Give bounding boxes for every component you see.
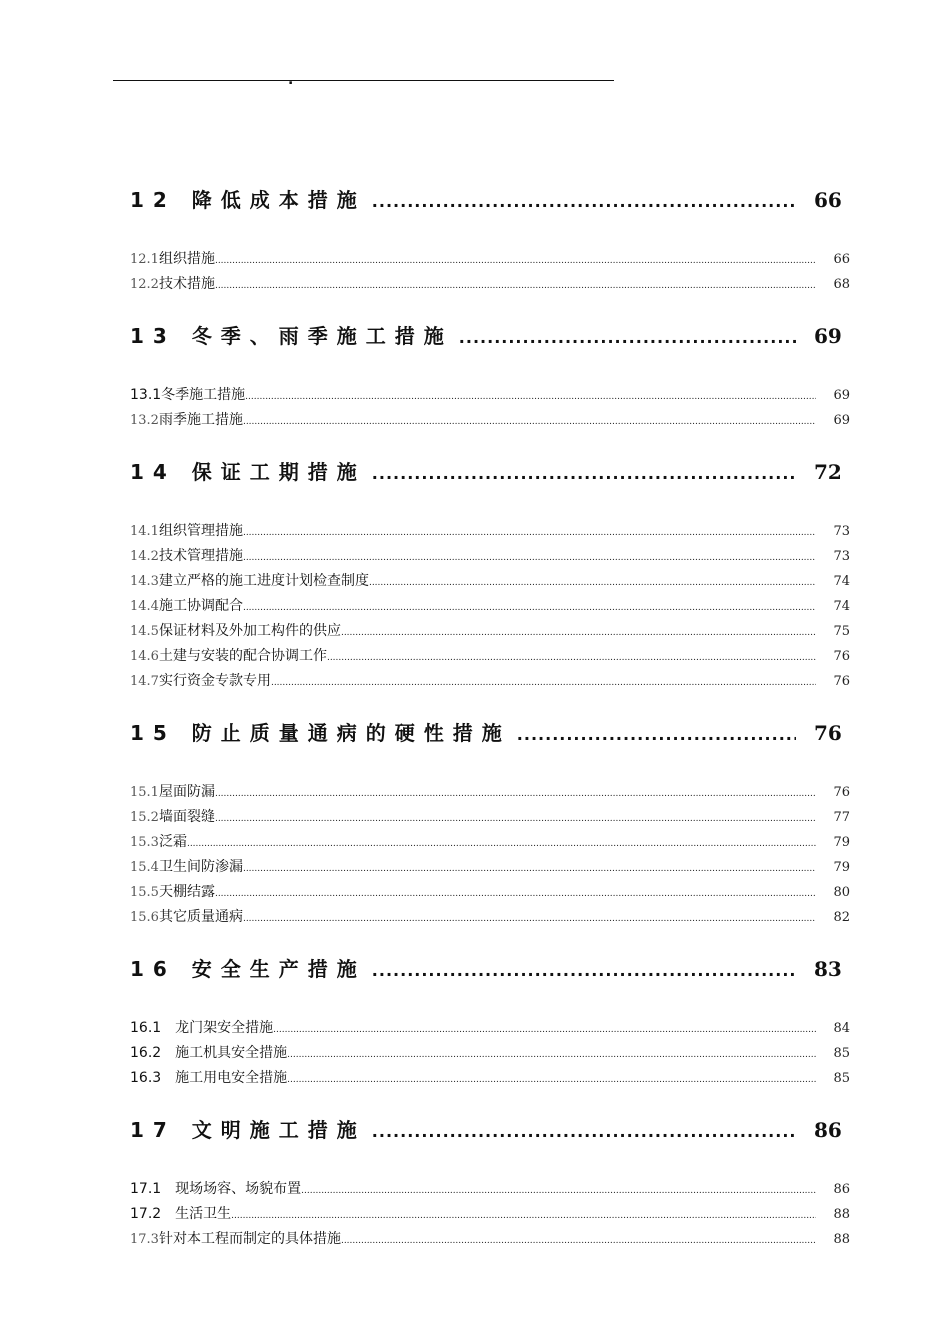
subsection-page-number: 79 (833, 835, 850, 850)
subsection-label (130, 1178, 301, 1198)
toc-subsection-entry[interactable] (130, 1228, 850, 1253)
subsection-label (130, 1067, 287, 1087)
subsection-number: 13.2 (130, 413, 159, 428)
subsection-label (130, 856, 243, 876)
chapter-title: 12 降低成本措施 (130, 188, 366, 212)
toc-chapter-entry[interactable] (130, 717, 850, 753)
subsection-number: 12.2 (130, 277, 159, 292)
subsection-label (130, 384, 245, 404)
subsection-number: 15.4 (130, 860, 159, 875)
header-dot: . (288, 72, 294, 88)
toc-chapter-entry[interactable] (130, 184, 850, 220)
subsection-number: 16.3 (130, 1070, 162, 1086)
chapter-title: 15 防止质量通病的硬性措施 (130, 721, 511, 745)
subsection-page-number: 79 (833, 860, 850, 875)
subsection-label (130, 1203, 231, 1223)
subsection-number: 14.4 (130, 599, 159, 614)
subsection-page-number: 76 (833, 674, 850, 689)
dot-leader (243, 417, 816, 427)
toc-section (130, 184, 850, 320)
dot-leader (245, 392, 816, 402)
subsection-label (130, 520, 243, 540)
subsection-text: 生活卫生 (175, 1206, 232, 1222)
header-rule (113, 80, 614, 81)
toc-section (130, 953, 850, 1114)
subsection-number: 17.1 (130, 1181, 162, 1197)
toc-chapter-entry[interactable] (130, 953, 850, 989)
subsection-label (130, 781, 215, 801)
dot-leader (273, 1025, 816, 1035)
subsection-number: 15.6 (130, 910, 159, 925)
dot-leader (243, 553, 816, 563)
subsection-number: 15.2 (130, 810, 159, 825)
subsection-number: 14.3 (130, 574, 159, 589)
subsection-label (130, 831, 187, 851)
toc-subsection-entry[interactable] (130, 1203, 850, 1228)
subsection-text: 龙门架安全措施 (175, 1020, 274, 1036)
chapter-page-number: 83 (814, 957, 842, 981)
toc-subsection-entry[interactable] (130, 881, 850, 906)
section-spacer (130, 931, 850, 953)
chapter-title: 16 安全生产措施 (130, 957, 366, 981)
dot-leader (372, 1122, 796, 1141)
subsection-page-number: 69 (833, 413, 850, 428)
dot-leader (187, 839, 816, 849)
subsection-number: 14.6 (130, 649, 159, 664)
subsection-text: 组织措施 (158, 251, 215, 267)
toc-section (130, 320, 850, 456)
toc-chapter-entry[interactable] (130, 456, 850, 492)
toc-subsection-entry[interactable] (130, 670, 850, 695)
subsection-page-number: 74 (833, 574, 850, 589)
subsection-label (130, 545, 243, 565)
toc-subsection-entry[interactable] (130, 806, 850, 831)
toc-subsection-entry[interactable] (130, 248, 850, 273)
dot-leader (459, 328, 796, 347)
dot-leader (243, 864, 816, 874)
dot-leader (243, 603, 816, 613)
subsection-label (130, 1017, 273, 1037)
toc-subsection-entry[interactable] (130, 781, 850, 806)
subsection-text: 屋面防漏 (158, 784, 215, 800)
subsection-text: 实行资金专款专用 (158, 673, 271, 689)
dot-leader (271, 678, 816, 688)
subsection-number: 14.2 (130, 549, 159, 564)
subsection-text: 建立严格的施工进度计划检查制度 (158, 573, 369, 589)
subsection-text: 技术管理措施 (158, 548, 243, 564)
dot-leader (341, 628, 816, 638)
subsection-number: 15.3 (130, 835, 159, 850)
subsection-number: 12.1 (130, 252, 159, 267)
subsection-page-number: 88 (833, 1232, 850, 1247)
dot-leader (287, 1050, 816, 1060)
toc-subsection-entry[interactable] (130, 1178, 850, 1203)
table-of-contents (130, 184, 850, 1275)
subsection-page-number: 74 (833, 599, 850, 614)
dot-leader (243, 528, 816, 538)
subsection-text: 土建与安装的配合协调工作 (158, 648, 327, 664)
subsection-text: 雨季施工措施 (158, 412, 243, 428)
subsection-page-number: 76 (833, 785, 850, 800)
dot-leader (517, 725, 796, 744)
subsection-label (130, 881, 215, 901)
subsection-text: 组织管理措施 (158, 523, 243, 539)
chapter-page-number: 69 (814, 324, 842, 348)
subsection-label (130, 248, 215, 268)
toc-section (130, 456, 850, 717)
subsection-text: 施工机具安全措施 (175, 1045, 288, 1061)
dot-leader (215, 789, 816, 799)
subsection-text: 泛霜 (158, 834, 187, 850)
subsection-text: 保证材料及外加工构件的供应 (158, 623, 341, 639)
chapter-page-number: 76 (814, 721, 842, 745)
toc-section (130, 717, 850, 953)
subsection-text: 现场场容、场貌布置 (175, 1181, 302, 1197)
dot-leader (215, 281, 816, 291)
subsection-label (130, 570, 369, 590)
subsection-text: 墙面裂缝 (158, 809, 215, 825)
chapter-title: 14 保证工期措施 (130, 460, 366, 484)
section-spacer (130, 695, 850, 717)
toc-subsection-entry[interactable] (130, 1017, 850, 1042)
subsection-text: 冬季施工措施 (161, 387, 246, 403)
subsection-page-number: 85 (833, 1071, 850, 1086)
subsection-page-number: 77 (833, 810, 850, 825)
toc-subsection-entry[interactable] (130, 856, 850, 881)
subsection-page-number: 68 (833, 277, 850, 292)
toc-section (130, 1114, 850, 1275)
subsection-number: 14.1 (130, 524, 159, 539)
dot-leader (301, 1186, 816, 1196)
subsection-page-number: 73 (833, 524, 850, 539)
subsection-label (130, 595, 243, 615)
subsection-number: 14.7 (130, 674, 159, 689)
subsection-label (130, 906, 243, 926)
subsection-number: 13.1 (130, 387, 162, 403)
section-spacer (130, 434, 850, 456)
subsection-number: 16.2 (130, 1045, 162, 1061)
toc-subsection-entry[interactable] (130, 620, 850, 645)
subsection-page-number: 75 (833, 624, 850, 639)
toc-subsection-entry[interactable] (130, 384, 850, 409)
dot-leader (372, 961, 796, 980)
subsection-page-number: 86 (833, 1182, 850, 1197)
subsection-page-number: 85 (833, 1046, 850, 1061)
chapter-title: 17 文明施工措施 (130, 1118, 366, 1142)
chapter-page-number: 66 (814, 188, 842, 212)
subsection-text: 天棚结露 (158, 884, 215, 900)
chapter-page-number: 86 (814, 1118, 842, 1142)
dot-leader (372, 192, 796, 211)
subsection-label (130, 620, 341, 640)
toc-subsection-entry[interactable] (130, 1042, 850, 1067)
subsection-text: 施工协调配合 (158, 598, 243, 614)
dot-leader (369, 578, 816, 588)
subsection-text: 针对本工程而制定的具体措施 (158, 1231, 341, 1247)
subsection-label (130, 670, 271, 690)
dot-leader (215, 814, 816, 824)
subsection-page-number: 66 (833, 252, 850, 267)
dot-leader (215, 256, 816, 266)
toc-subsection-entry[interactable] (130, 409, 850, 434)
subsection-page-number: 84 (833, 1021, 850, 1036)
section-spacer (130, 1253, 850, 1275)
toc-subsection-entry[interactable] (130, 520, 850, 545)
subsection-page-number: 69 (833, 388, 850, 403)
chapter-page-number: 72 (814, 460, 842, 484)
subsection-label (130, 409, 243, 429)
toc-chapter-entry[interactable] (130, 320, 850, 356)
dot-leader (243, 914, 816, 924)
subsection-text: 技术措施 (158, 276, 215, 292)
dot-leader (215, 889, 816, 899)
subsection-label (130, 1042, 287, 1062)
subsection-number: 15.5 (130, 885, 159, 900)
dot-leader (372, 464, 796, 483)
toc-subsection-entry[interactable] (130, 595, 850, 620)
section-spacer (130, 298, 850, 320)
toc-subsection-entry[interactable] (130, 1067, 850, 1092)
toc-subsection-entry[interactable] (130, 545, 850, 570)
subsection-page-number: 73 (833, 549, 850, 564)
toc-subsection-entry[interactable] (130, 906, 850, 931)
subsection-text: 施工用电安全措施 (175, 1070, 288, 1086)
subsection-number: 14.5 (130, 624, 159, 639)
subsection-page-number: 80 (833, 885, 850, 900)
subsection-label (130, 645, 327, 665)
subsection-text: 其它质量通病 (158, 909, 243, 925)
dot-leader (231, 1211, 816, 1221)
subsection-number: 17.2 (130, 1206, 162, 1222)
subsection-text: 卫生间防渗漏 (158, 859, 243, 875)
subsection-number: 15.1 (130, 785, 159, 800)
chapter-title: 13 冬季、雨季施工措施 (130, 324, 453, 348)
subsection-number: 16.1 (130, 1020, 162, 1036)
dot-leader (341, 1236, 816, 1246)
toc-chapter-entry[interactable] (130, 1114, 850, 1150)
subsection-page-number: 76 (833, 649, 850, 664)
section-spacer (130, 1092, 850, 1114)
subsection-page-number: 88 (833, 1207, 850, 1222)
subsection-label (130, 1228, 341, 1248)
subsection-label (130, 273, 215, 293)
toc-subsection-entry[interactable] (130, 570, 850, 595)
subsection-page-number: 82 (833, 910, 850, 925)
subsection-number: 17.3 (130, 1232, 159, 1247)
toc-subsection-entry[interactable] (130, 645, 850, 670)
toc-subsection-entry[interactable] (130, 831, 850, 856)
subsection-label (130, 806, 215, 826)
toc-subsection-entry[interactable] (130, 273, 850, 298)
dot-leader (287, 1075, 816, 1085)
dot-leader (327, 653, 816, 663)
